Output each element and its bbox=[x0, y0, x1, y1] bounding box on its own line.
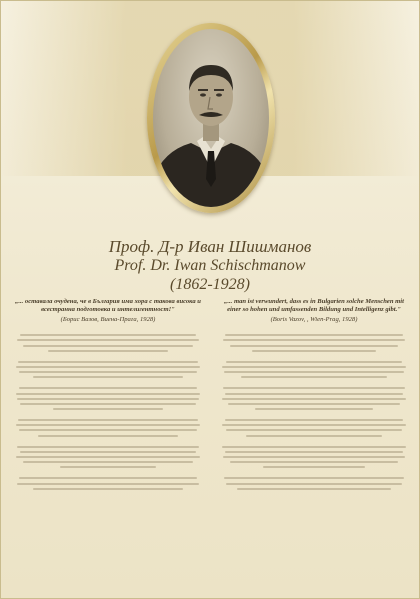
quote-bulgarian: „... оставала очудена, че в България има хора с такова висока и всестранна подготовка и интелигентност!" bbox=[15, 298, 201, 314]
german-text-column bbox=[221, 298, 407, 499]
paragraph-placeholder bbox=[15, 361, 201, 379]
quote-attribution-bulgarian: (Борис Вазов, Виена-Прага, 1928) bbox=[60, 315, 156, 323]
paragraph-placeholder bbox=[15, 446, 201, 469]
paragraph-placeholder bbox=[221, 361, 407, 379]
portrait-illustration bbox=[153, 29, 269, 207]
paragraph-placeholder bbox=[221, 334, 407, 352]
paragraph-placeholder bbox=[221, 446, 407, 469]
quote-german: „... man ist verwundert, dass es in Bulgarien solche Menschen mit einer so hohen und umfassenden Bildung und Intelligenz gibt." bbox=[224, 298, 404, 314]
portrait-photo bbox=[153, 29, 269, 207]
paragraph-placeholder bbox=[221, 477, 407, 489]
portrait-oval-frame bbox=[147, 23, 275, 213]
title-years: (1862-1928) bbox=[170, 276, 250, 293]
paragraph-placeholder bbox=[15, 334, 201, 352]
paragraph-placeholder bbox=[15, 387, 201, 410]
paragraph-placeholder bbox=[15, 477, 201, 489]
title-bulgarian: Проф. Д-р Иван Шишманов bbox=[108, 237, 312, 256]
paragraph-placeholder bbox=[221, 387, 407, 410]
paragraph-placeholder bbox=[15, 419, 201, 437]
paragraph-placeholder bbox=[221, 419, 407, 437]
title-german: Prof. Dr. Iwan Schischmanow bbox=[114, 257, 306, 274]
bulgarian-text-column bbox=[15, 298, 201, 499]
quote-attribution-german: (Boris Vazov, , Wien-Prag, 1928) bbox=[270, 315, 358, 323]
